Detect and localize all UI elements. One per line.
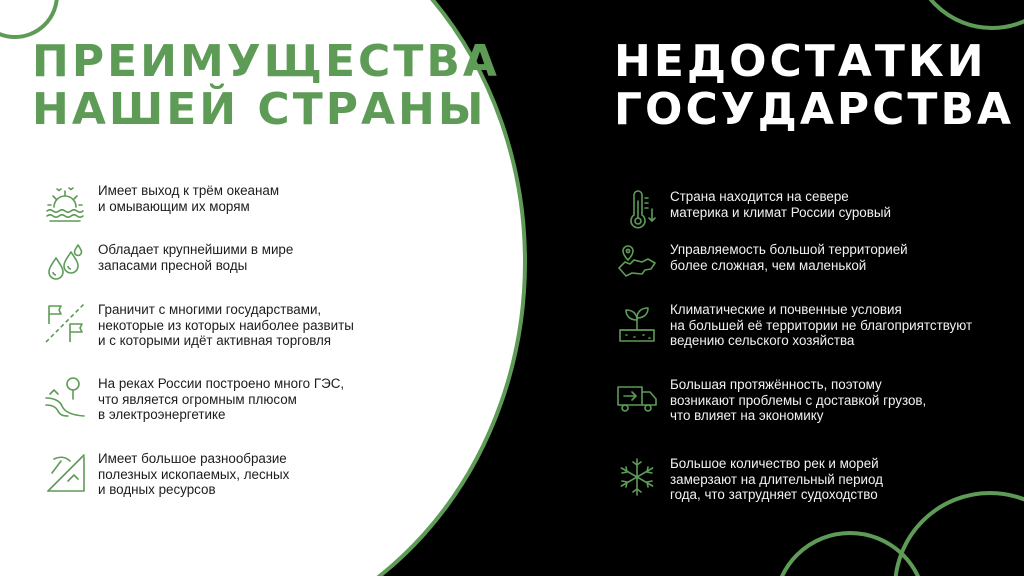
- advantage-text-line: в электроэнергетике: [98, 407, 226, 423]
- disadvantage-text-line: ведению сельского хозяйства: [670, 333, 855, 349]
- thermometer-cold-icon: [616, 189, 658, 231]
- advantages-title-line: ПРЕИМУЩЕСТВА: [32, 36, 500, 87]
- disadvantage-text-line: Большая протяжённость, поэтому: [670, 377, 882, 392]
- advantage-text-line: что является огромным плюсом: [98, 391, 297, 407]
- disadvantage-item: [616, 302, 972, 349]
- disadvantage-item: [616, 242, 908, 284]
- advantage-text-line: некоторые из которых наиболее развиты: [98, 317, 354, 333]
- disadvantage-text-line: года, что затрудняет судоходство: [670, 487, 878, 503]
- disadvantage-text-line: Страна находится на севере: [670, 189, 849, 204]
- disadvantage-item: [616, 456, 883, 503]
- advantage-text-line: и омывающим их морям: [98, 198, 250, 214]
- advantages-title-line: НАШЕЙ СТРАНЫ: [32, 84, 487, 135]
- advantage-text-line: и водных ресурсов: [98, 482, 216, 498]
- advantage-text-line: и с которыми идёт активная торговля: [98, 333, 332, 349]
- disadvantage-text-line: Большое количество рек и морей: [670, 456, 879, 471]
- border-flags-icon: [44, 302, 86, 344]
- disadvantage-text-line: материка и климат России суровый: [670, 204, 891, 220]
- sunset-over-waves-icon: [44, 183, 86, 225]
- disadvantage-text-line: Климатические и почвенные условия: [670, 302, 902, 317]
- disadvantage-text-line: что влияет на экономику: [670, 408, 824, 424]
- water-drops-icon: [44, 242, 86, 284]
- disadvantage-text-line: на большей её территории не благоприятствуют: [670, 317, 973, 333]
- disadvantage-text-line: более сложная, чем маленькой: [670, 257, 867, 273]
- advantage-text-line: полезных ископаемых, лесных: [98, 466, 290, 482]
- advantage-text-line: Граничит с многими государствами,: [98, 302, 322, 317]
- disadvantage-text-line: замерзают на длительный период: [670, 471, 883, 487]
- snowflake-icon: [616, 456, 658, 498]
- advantage-text-line: Обладает крупнейшими в мире: [98, 242, 294, 257]
- advantage-text-line: запасами пресной воды: [98, 257, 248, 273]
- river-landscape-icon: [44, 376, 86, 418]
- map-territory-icon: [616, 242, 658, 284]
- disadvantages-title-line: ГОСУДАРСТВА: [614, 84, 1015, 135]
- advantages-title: [32, 38, 500, 134]
- disadvantage-item: [616, 377, 926, 424]
- advantage-text-line: На реках России построено много ГЭС,: [98, 376, 345, 391]
- disadvantages-title: [614, 38, 1014, 134]
- advantage-item: [44, 451, 289, 498]
- delivery-truck-icon: [616, 377, 658, 419]
- sprout-in-soil-icon: [616, 302, 658, 344]
- advantage-text-line: Имеет выход к трём океанам: [98, 183, 280, 198]
- disadvantage-item: [616, 189, 891, 231]
- advantage-text-line: Имеет большое разнообразие: [98, 451, 287, 466]
- advantage-item: [44, 183, 279, 225]
- pickaxe-mining-icon: [44, 451, 86, 493]
- disadvantage-text-line: возникают проблемы с доставкой грузов,: [670, 392, 927, 408]
- advantage-item: [44, 242, 293, 284]
- disadvantage-text-line: Управляемость большой территорией: [670, 242, 908, 257]
- advantage-item: [44, 302, 354, 349]
- disadvantages-title-line: НЕДОСТАТКИ: [614, 36, 987, 87]
- advantage-item: [44, 376, 344, 423]
